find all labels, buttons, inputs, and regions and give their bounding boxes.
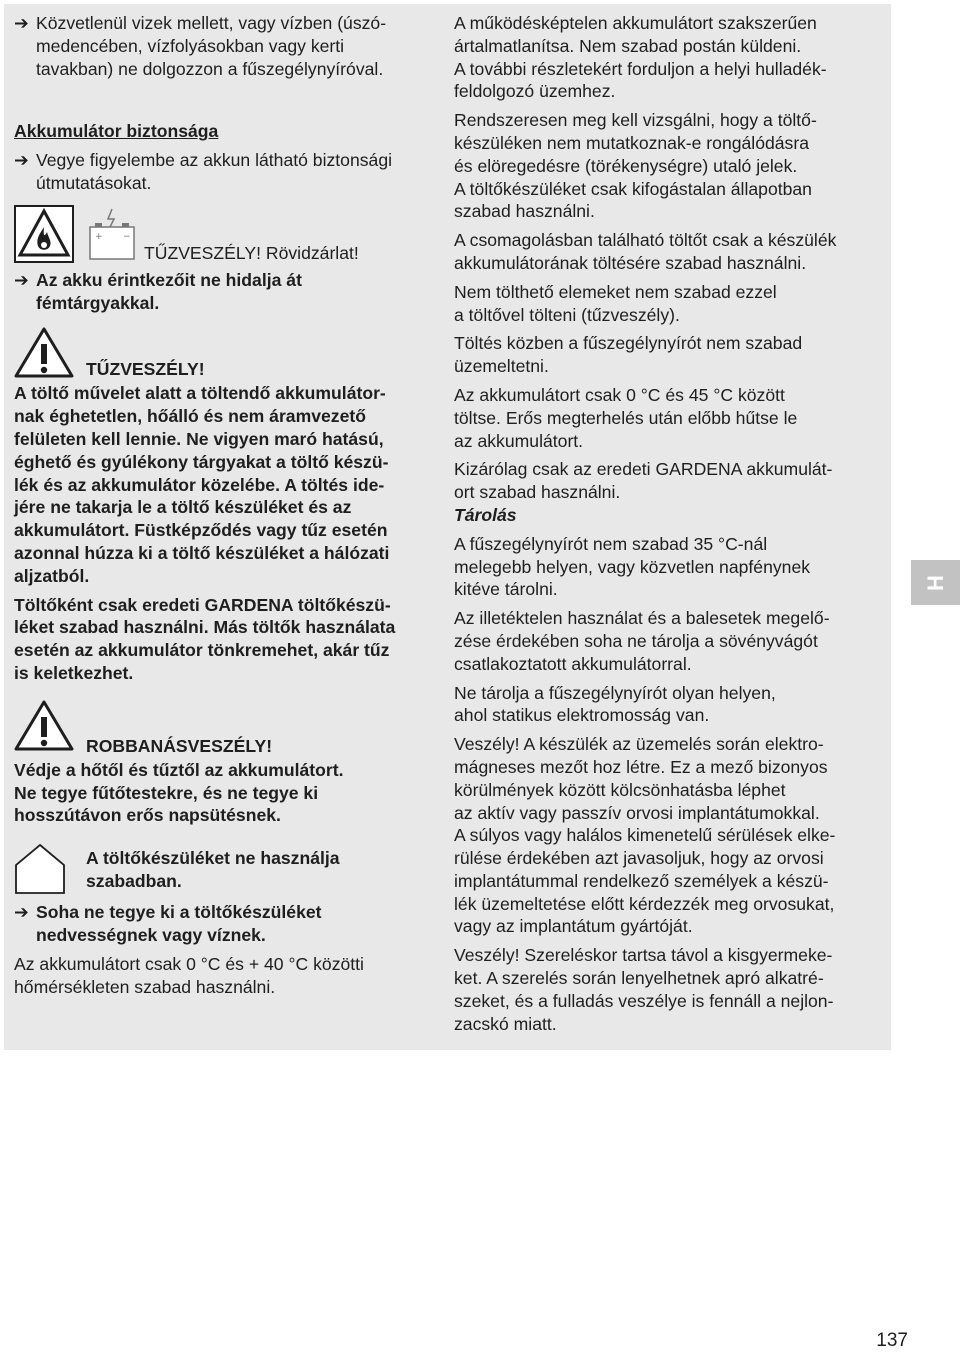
left-column — [14, 12, 442, 998]
right-column — [454, 12, 882, 1035]
gardena-line: Töltőként csak eredeti GARDENA töltőkészü- — [14, 594, 391, 615]
paragraph-line: a töltővel tölteni (tűzveszély). — [454, 304, 680, 325]
paragraph-line: zése érdekében soha ne tárolja a sövényvágót — [454, 630, 818, 651]
paragraph-line: lék üzemeltetése előtt kérdezzék meg orvosukat, — [454, 893, 835, 914]
paragraph-line: töltse. Erős megterhelés után előbb hűtse le — [454, 407, 798, 428]
contacts-warning — [14, 269, 442, 315]
charging-temperature-paragraph — [454, 384, 882, 452]
battery-safety-heading: Akkumulátor biztonsága — [14, 121, 219, 142]
gardena-charger-note — [14, 594, 442, 685]
fire-warning-header — [14, 324, 442, 382]
fire-line: aljzatból. — [14, 565, 90, 586]
moisture-line: Soha ne tegye ki a töltőkészüléket — [36, 902, 322, 923]
fire-line: A töltő művelet alatt a töltendő akkumulátor- — [14, 383, 386, 404]
paragraph-line: Veszély! A készülék az üzemelés során elektro- — [454, 734, 824, 755]
temperature-line: Az akkumulátort csak 0 °C és + 40 °C közötti — [14, 953, 364, 974]
storage-heading: Tárolás — [454, 504, 517, 525]
shortcircuit-label: TŰZVESZÉLY! Rövidzárlat! — [144, 242, 359, 263]
moisture-warning — [14, 901, 442, 947]
paragraph-line: A súlyos vagy halálos kimenetelű sérülések elke- — [454, 825, 836, 846]
paragraph-line: ket. A szerelés során lenyelhetnek apró alkatré- — [454, 968, 824, 989]
paragraph-line: és elöregedésre (törékenységre) utaló jelek. — [454, 155, 798, 176]
paragraph-line: Töltés közben a fűszegélynyírót nem szabad — [454, 333, 803, 354]
arrow-icon: ➔ — [14, 902, 29, 923]
explosion-warning-title: ROBBANÁSVESZÉLY! — [86, 735, 273, 756]
moisture-line: nedvességnek vagy víznek. — [36, 924, 266, 945]
explosion-line: Védje a hőtől és tűztől az akkumulátort. — [14, 759, 344, 780]
storage-temperature-paragraph — [454, 533, 882, 601]
paragraph-line: A töltőkészüléket csak kifogástalan állapotban — [454, 178, 812, 199]
paragraph-line: mágneses mezőt hoz létre. Ez a mező bizonyos — [454, 756, 828, 777]
paragraph-line: Nem tölthető elemeket nem szabad ezzel — [454, 281, 777, 302]
indoor-use-text — [86, 847, 340, 893]
fire-line: lék és az akkumulátor közelébe. A töltés ide- — [14, 474, 385, 495]
gardena-line: léket szabad használni. Más töltők használata — [14, 617, 396, 638]
paragraph-line: A csomagolásban található töltőt csak a készülék — [454, 230, 837, 251]
static-electricity-paragraph — [454, 682, 882, 728]
paragraph-line: az akkumulátort. — [454, 430, 584, 451]
unauthorized-use-paragraph — [454, 607, 882, 675]
indoor-line: szabadban. — [86, 870, 182, 891]
fire-line: nak éghetetlen, hőálló és nem áramvezető — [14, 406, 366, 427]
indoor-line: A töltőkészüléket ne használja — [86, 848, 340, 869]
disposal-paragraph — [454, 12, 882, 103]
paragraph-line: A további részletekért forduljon a helyi hulladék- — [454, 58, 827, 79]
explosion-warning-text — [14, 759, 442, 827]
fire-warning-title: TŰZVESZÉLY! — [86, 359, 205, 380]
paragraph-line: rülése érdekében azt javasoljuk, hogy az orvosi — [454, 848, 824, 869]
warning-triangle-icon — [14, 326, 76, 380]
temperature-note — [14, 953, 442, 999]
battery-note-line: útmutatásokat. — [36, 172, 152, 193]
gardena-line: esetén az akkumulátor tönkremehet, akár tűz — [14, 640, 390, 661]
fire-line: felületen kell lennie. Ne vigyen maró hatású, — [14, 428, 384, 449]
paragraph-line: A működésképtelen akkumulátort szakszerűen — [454, 13, 817, 33]
arrow-icon: ➔ — [14, 150, 29, 171]
paragraph-line: vagy az implantátum gyártóját. — [454, 916, 693, 937]
paragraph-line: üzemeltetni. — [454, 356, 549, 377]
svg-text:−: − — [123, 231, 131, 242]
water-warning-line: tavakban) ne dolgozzon a fűszegélynyíróval. — [36, 58, 384, 79]
temperature-line: hőmérsékleten szabad használni. — [14, 976, 276, 997]
paragraph-line: Az akkumulátort csak 0 °C és 45 °C között — [454, 384, 785, 405]
paragraph-line: ort szabad használni. — [454, 482, 621, 503]
small-parts-paragraph — [454, 944, 882, 1035]
fire-line: azonnal húzza ki a töltő készüléket a hálózati — [14, 542, 390, 563]
paragraph-line: Ne tárolja a fűszegélynyírót olyan helyen, — [454, 682, 776, 703]
arrow-icon: ➔ — [14, 13, 29, 33]
explosion-warning-header — [14, 695, 442, 759]
language-side-tab — [911, 560, 960, 605]
original-battery-paragraph — [454, 458, 882, 504]
paragraph-line: zacskó miatt. — [454, 1013, 557, 1034]
charger-use-paragraph — [454, 229, 882, 275]
shortcircuit-icon-row — [14, 205, 442, 269]
gardena-line: is keletkezhet. — [14, 662, 134, 683]
paragraph-line: Az illetéktelen használat és a balesetek megelő- — [454, 608, 830, 629]
electromagnetic-paragraph — [454, 733, 882, 938]
paragraph-line: feldolgozó üzemhez. — [454, 81, 616, 102]
paragraph-line: ártalmatlanítsa. Nem szabad postán küldeni. — [454, 35, 802, 56]
non-rechargeable-paragraph — [454, 281, 882, 327]
warning-triangle-icon — [14, 699, 76, 753]
paragraph-line: az aktív vagy passzív orvosi implantátumokkal. — [454, 802, 820, 823]
page-number: 137 — [876, 1330, 908, 1351]
paragraph-line: Kizárólag csak az eredeti GARDENA akkumulát- — [454, 459, 833, 480]
fire-line: jére ne takarja le a töltő készüléket és az — [14, 497, 352, 518]
contacts-warning-line: Az akku érintkezőit ne hidalja át — [36, 269, 302, 290]
paragraph-line: ahol statikus elektromosság van. — [454, 705, 710, 726]
paragraph-line: szabad használni. — [454, 201, 595, 222]
explosion-line: hosszútávon erős napsütésnek. — [14, 805, 281, 826]
paragraph-line: csatlakoztatott akkumulátorral. — [454, 653, 692, 674]
paragraph-line: kitéve tárolni. — [454, 579, 558, 600]
battery-note-line: Vegye figyelembe az akkun látható biztonsági — [36, 150, 393, 171]
paragraph-line: implantátummal rendelkező személyek a készü- — [454, 870, 829, 891]
water-warning-line: Közvetlenül vizek mellett, vagy vízben (úszó- — [36, 13, 387, 33]
indoor-house-icon — [14, 843, 68, 899]
contacts-warning-line: fémtárgyakkal. — [36, 292, 160, 313]
explosion-line: Ne tegye fűtőtestekre, és ne tegye ki — [14, 782, 319, 803]
fire-line: akkumulátort. Füstképződés vagy tűz esetén — [14, 520, 388, 541]
paragraph-line: A fűszegélynyírót nem szabad 35 °C-nál — [454, 533, 768, 554]
svg-text:+: + — [95, 231, 103, 242]
paragraph-line: melegebb helyen, vagy közvetlen napfénynek — [454, 556, 811, 577]
paragraph-line: akkumulátorának töltésére szabad használni. — [454, 252, 807, 273]
indoor-use-row — [14, 837, 442, 895]
battery-icon — [82, 205, 142, 265]
paragraph-line: szeket, és a fulladás veszélye is fennáll a nejlon- — [454, 990, 834, 1011]
language-tab-label: H — [922, 574, 948, 591]
paragraph-line: készüléken nem mutatkoznak-e rongálódásra — [454, 132, 810, 153]
water-warning — [14, 12, 442, 80]
charging-operation-paragraph — [454, 332, 882, 378]
water-warning-line: medencében, vízfolyásokban vagy kerti — [36, 35, 345, 56]
battery-note — [14, 149, 442, 195]
paragraph-line: Veszély! Szereléskor tartsa távol a kisgyermeke- — [454, 945, 833, 966]
inspection-paragraph — [454, 109, 882, 223]
paragraph-line: Rendszeresen meg kell vizsgálni, hogy a töltő- — [454, 110, 817, 131]
fire-line: éghető és gyúlékony tárgyakat a töltő készü- — [14, 451, 389, 472]
fire-warning-text — [14, 382, 442, 587]
paragraph-line: körülmények között kölcsönhatásba léphet — [454, 779, 786, 800]
arrow-icon: ➔ — [14, 269, 29, 290]
